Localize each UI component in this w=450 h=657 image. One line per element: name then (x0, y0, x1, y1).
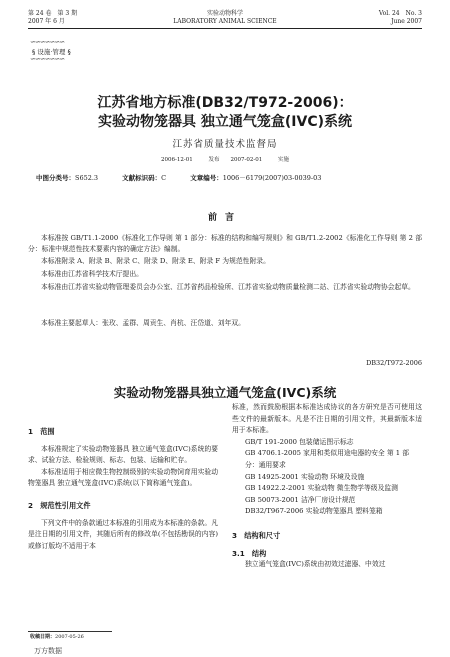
foreword-paragraph: 本标准主要起草人：张玫、孟群、周贡生、肖杭、汪岱道、刘年双。 (41, 319, 245, 327)
header-right (379, 10, 422, 26)
article-title-line1: 江苏省地方标准(DB32/T972-2006)： (97, 95, 353, 111)
foreword-paragraph: 本标准由江苏省实验动物管理委员会办公室、江苏省药品检验所、江苏省实验动物质量检测二站、江苏省实验动物协会起草。 (41, 283, 415, 291)
meta-article-id: 文章编号：1006－6179(2007)03-0039-03 (190, 174, 322, 182)
left-column (28, 420, 218, 552)
journal-name-en: LABORATORY ANIMAL SCIENCE (173, 18, 277, 25)
volume-issue: 第 24 卷 第 3 期 (28, 10, 78, 17)
foreword-paragraph: 本标准附录 A、附录 B、附录 C、附录 D、附录 E、附录 F 为规范性附录。 (41, 257, 270, 265)
section-3-1-heading: 3.1 结构 (232, 548, 267, 558)
publish-dates: 2006-12-01 发布 2007-02-01 实施 (161, 157, 289, 163)
column-label: § 设施·管理 § (32, 48, 71, 56)
wave-ornament-bottom: ∽∽∽∽∽∽∽ (30, 55, 65, 63)
watermark-text: 万方数据 (34, 647, 62, 655)
foreword-paragraph: 本标准由江苏省科学技术厅提出。 (41, 270, 143, 278)
reference-item: DB32/T967-2006 实验动物笼器具 塑料笼箱 (245, 507, 383, 516)
journal-name-cn: 实验动物科学 (206, 10, 243, 17)
wave-ornament-top: ∽∽∽∽∽∽∽ (30, 38, 65, 46)
section-3-1-paragraph: 独立通气笼盒(IVC)系统由初效过滤器、中效过 (245, 560, 386, 569)
reference-item: GB/T 191-2000 包装储运图示标志 (245, 437, 354, 446)
standard-title: 实验动物笼器具独立通气笼盒(IVC)系统 (113, 385, 337, 400)
meta-doc-code: 文献标识码：C (122, 174, 167, 182)
article-meta (36, 173, 343, 182)
received-date: 收稿日期：2007-05-26 (30, 634, 84, 640)
meta-clc: 中图分类号：S652.3 (36, 174, 99, 182)
section-1-heading: 1 范围 (28, 427, 55, 436)
column-tag (30, 38, 82, 64)
footnote-divider (28, 631, 112, 632)
issuer: 江苏省质量技术监督局 (172, 139, 278, 150)
foreword-paragraph: 本标准按 GB/T1.1-2000《标准化工作导则 第 1 部分：标准的结构和编写规则》和 GB/T1.2-2002《标准化工作导则 第 2 部分：标准中规范性技术要素内容的确定方法》编制。 (28, 234, 422, 253)
reference-item: GB 4706.1-2005 家用和类似用途电器的安全 第 1 部分：通用要求 (245, 449, 410, 469)
section-1-paragraph: 本标准规定了实验动物笼器具 独立通气笼盒(IVC)系统的要求、试验方法、检验规则、标志、包装、运输和贮存。 (28, 444, 218, 465)
header-divider (28, 28, 422, 29)
reference-item: GB 14925-2001 实验动物 环境及设施 (245, 472, 365, 481)
standard-code: DB32/T972-2006 (366, 359, 422, 367)
section-1-paragraph: 本标准适用于相应微生物控制级别的实验动物饲育用实验动物笼器具 独立通气笼盒(IVC)系统(以下简称通气笼盒)。 (28, 467, 218, 488)
section-2-paragraph: 下列文件中的条款通过本标准的引用成为本标准的条款。凡是注日期的引用文件，其随后所有的修改单(不包括勘误的内容)或修订版均不适用于本 (28, 518, 218, 550)
foreword-title: 前言 (207, 213, 242, 223)
article-title-line2: 实验动物笼器具 独立通气笼盒(IVC)系统 (98, 114, 352, 130)
reference-item: GB 14922.2-2001 实验动物 微生物学等级及监测 (245, 484, 398, 493)
right-column (232, 402, 422, 571)
section-2-heading: 2 规范性引用文件 (28, 500, 91, 510)
section-2-paragraph-continued: 标准，然而鼓励根据本标准达成协议的各方研究是否可使用这些文件的最新版本。凡是不注日期的引用文件，其最新版本适用于本标准。 (232, 403, 422, 435)
issue-date: 2007 年 6 月 (28, 18, 65, 25)
volume-issue-en: Vol. 24 No. 3 (378, 10, 422, 17)
issue-date-en: June 2007 (391, 18, 422, 25)
section-3-heading: 3 结构和尺寸 (232, 530, 281, 540)
reference-item: GB 50073-2001 洁净厂房设计规范 (245, 495, 356, 504)
